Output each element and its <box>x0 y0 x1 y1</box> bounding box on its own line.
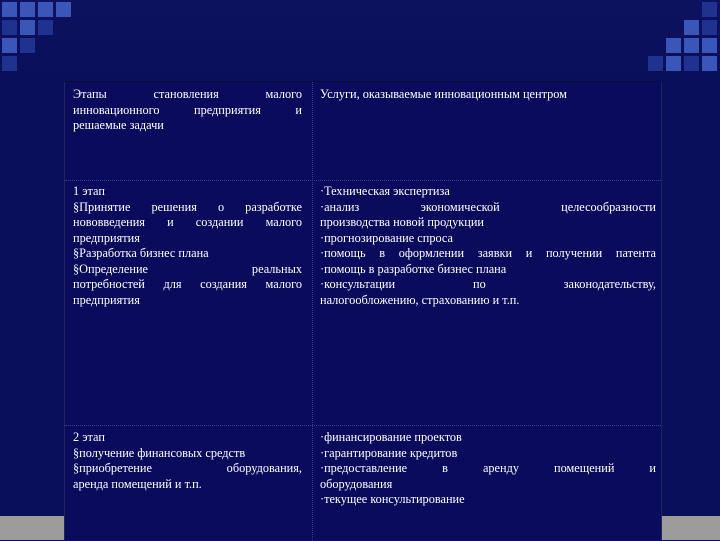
stage-2-service-item: ·предоставление в аренду помещений и <box>320 461 656 475</box>
stage-1-line: предприятия <box>73 230 140 245</box>
header-stages-cell <box>73 87 302 134</box>
stage-1-cell <box>73 184 302 308</box>
stage-1-service-item: налогообложению, страхованию и т.п. <box>320 292 520 307</box>
header-stages-line: Этапы становления малого <box>73 87 302 101</box>
stage-1-line: нововведения и создании малого <box>73 215 302 229</box>
header-stages-line: инновационного предприятия и <box>73 102 302 117</box>
stage-1-service-item: ·помощь в оформлении заявки и получении патента <box>320 246 656 260</box>
stage-2-line: §приобретение оборудования, <box>73 461 302 475</box>
stage-1-line: 1 этап <box>73 184 105 198</box>
stage-1-service-item: ·помощь в разработке бизнес плана <box>320 261 507 276</box>
row-divider <box>65 180 661 181</box>
stage-1-line: потребностей для создания малого <box>73 277 302 291</box>
stage-1-service-item: ·прогнозирование спроса <box>320 230 453 245</box>
stage-2-cell <box>73 430 302 492</box>
header-stages-line: решаемые задачи <box>73 118 164 132</box>
header-decoration-band <box>0 0 720 82</box>
stage-2-service-item: ·финансирование проектов <box>320 430 462 444</box>
column-divider <box>312 82 313 541</box>
stage-2-line: 2 этап <box>73 430 105 444</box>
stage-2-service-item: ·текущее консультирование <box>320 492 465 506</box>
stage-1-service-item: ·анализ экономической целесообразности <box>320 199 656 214</box>
stage-1-service-item: ·Техническая экспертиза <box>320 184 450 198</box>
services-table <box>64 81 662 540</box>
stage-2-line: §получение финансовых средств <box>73 445 246 460</box>
header-services-line: Услуги, оказываемые инновационным центром <box>320 87 567 101</box>
stage-1-line: §Принятие решения о разработке <box>73 199 302 214</box>
stage-2-service-item: ·гарантирование кредитов <box>320 445 458 460</box>
stage-1-line: §Разработка бизнес плана <box>73 246 209 260</box>
stage-1-service-item: производства новой продукции <box>320 215 484 229</box>
stage-2-line: аренда помещений и т.п. <box>73 476 202 491</box>
header-services-cell <box>320 87 656 103</box>
stage-2-service-item: оборудования <box>320 476 393 491</box>
stage-1-line: §Определение реальных <box>73 261 302 276</box>
stage-1-line: предприятия <box>73 292 140 307</box>
row-divider <box>65 425 661 426</box>
stage-1-services-cell <box>320 184 656 308</box>
stage-2-services-cell <box>320 430 656 508</box>
stage-1-service-item: ·консультации по законодательству, <box>320 277 656 291</box>
